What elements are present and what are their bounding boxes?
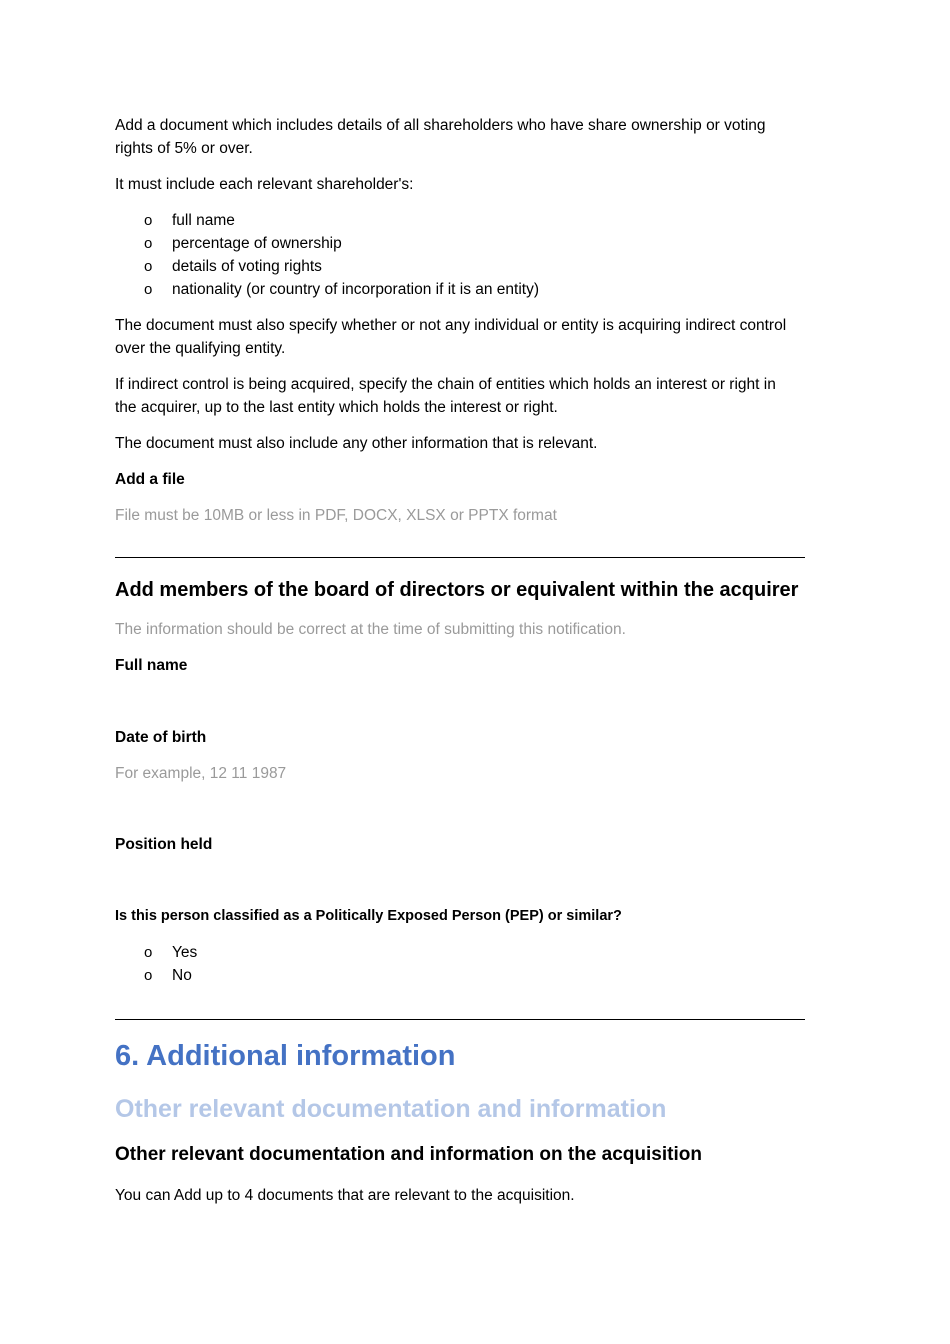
bullet-icon: o	[144, 258, 153, 275]
list-item: full name	[172, 212, 235, 229]
section-6-subsubheading: Other relevant documentation and information on the acquisition	[115, 1144, 702, 1165]
add-file-hint: File must be 10MB or less in PDF, DOCX, XLSX or PPTX format	[115, 507, 557, 524]
bullet-icon: o	[144, 212, 153, 229]
pep-option-no[interactable]: No	[172, 967, 192, 984]
radio-no-icon[interactable]: o	[144, 967, 153, 984]
other-info-text: The document must also include any other information that is relevant.	[115, 435, 598, 452]
list-item: nationality (or country of incorporation if it is an entity)	[172, 281, 540, 298]
position-held-label: Position held	[115, 836, 213, 853]
list-item: details of voting rights	[172, 258, 322, 275]
date-of-birth-label: Date of birth	[115, 729, 207, 746]
section-6-subheading: Other relevant documentation and information	[115, 1095, 667, 1123]
list-item: percentage of ownership	[172, 235, 342, 252]
chain-line-1: If indirect control is being acquired, specify the chain of entities which holds an interest or right in	[115, 376, 776, 393]
indirect-control-line-1: The document must also specify whether or not any individual or entity is acquiring indirect control	[115, 317, 787, 334]
intro-line-1: Add a document which includes details of all shareholders who have share ownership or voting	[115, 117, 766, 134]
board-hint: The information should be correct at the time of submitting this notification.	[115, 621, 626, 638]
pep-option-yes[interactable]: Yes	[172, 944, 198, 961]
add-file-label[interactable]: Add a file	[115, 471, 185, 488]
must-include-text: It must include each relevant shareholder's:	[115, 176, 414, 193]
pep-question: Is this person classified as a Politically Exposed Person (PEP) or similar?	[115, 908, 622, 924]
chain-line-2: the acquirer, up to the last entity which holds the interest or right.	[115, 399, 558, 416]
date-of-birth-hint: For example, 12 11 1987	[115, 765, 287, 782]
divider	[115, 557, 805, 558]
section-6-heading: 6. Additional information	[115, 1040, 456, 1072]
radio-yes-icon[interactable]: o	[144, 944, 153, 961]
indirect-control-line-2: over the qualifying entity.	[115, 340, 286, 357]
bullet-icon: o	[144, 235, 153, 252]
divider	[115, 1019, 805, 1020]
board-heading: Add members of the board of directors or equivalent within the acquirer	[115, 579, 799, 601]
intro-line-2: rights of 5% or over.	[115, 140, 253, 157]
section-6-body: You can Add up to 4 documents that are relevant to the acquisition.	[115, 1187, 575, 1204]
bullet-icon: o	[144, 281, 153, 298]
full-name-label: Full name	[115, 657, 188, 674]
